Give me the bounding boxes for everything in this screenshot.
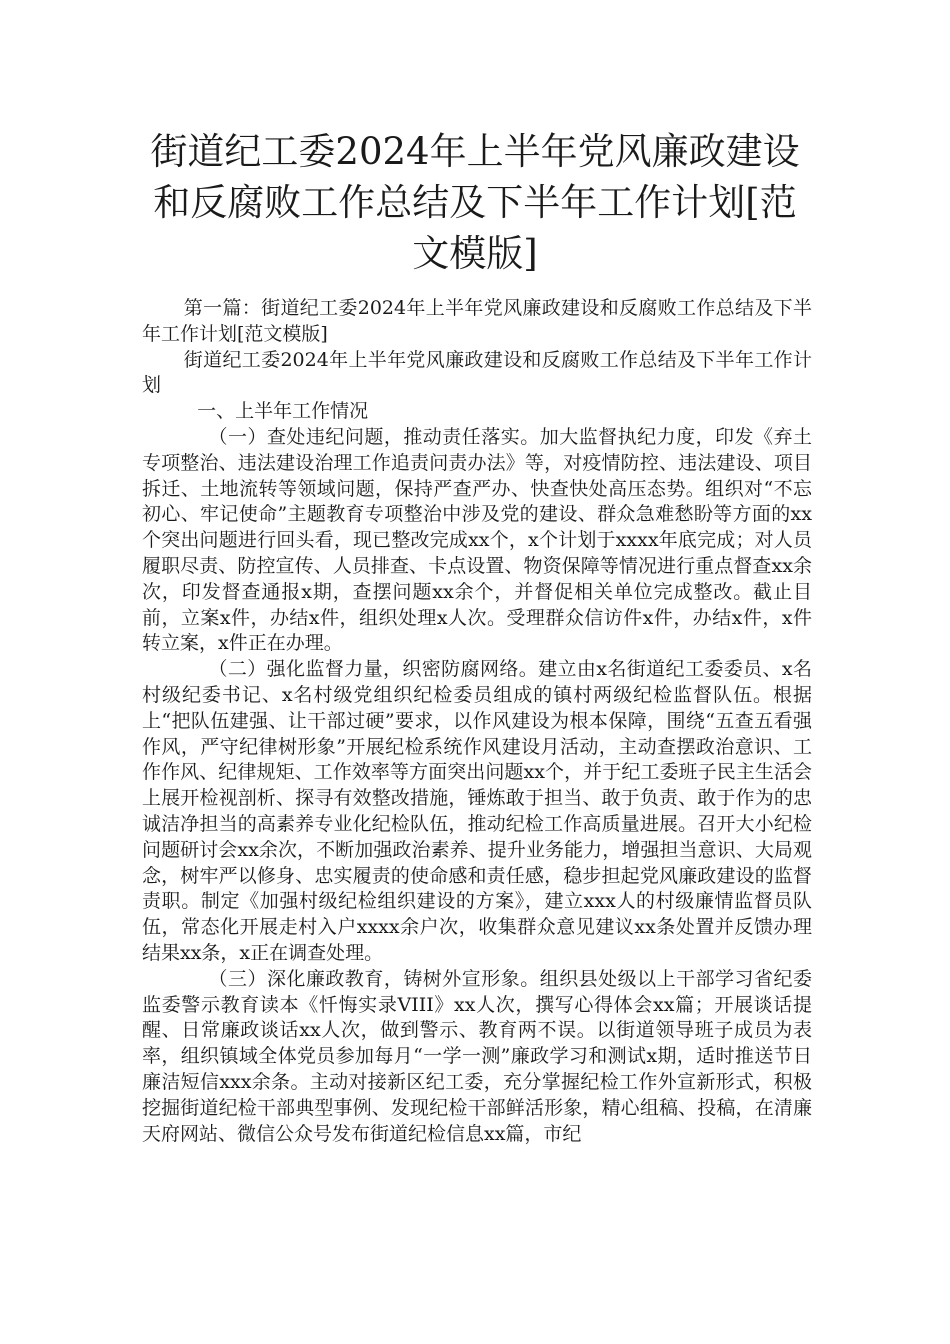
paragraph-3: （三）深化廉政教育，铸树外宣形象。组织县处级以上干部学习省纪委监委警示教育读本《忏悔实录VIII》xx人次，撰写心得体会xx篇；开展谈话提醒、日常廉政谈话xx人次，做到警示、教育两不误。以街道领导班子成员为表率，组织镇域全体党员参加每月“一学一测”廉政学习和测试x期，适时推送节日廉洁短信xxx余条。主动对接新区纪工委，充分掌握纪检工作外宣新形式，积极挖掘街道纪检干部典型事例、发现纪检干部鲜活形象，精心组稿、投稿，在清廉天府网站、微信公众号发布街道纪检信息xx篇，市纪 — [142, 967, 812, 1145]
part-heading: 第一篇：街道纪工委2024年上半年党风廉政建设和反腐败工作总结及下半年工作计划[范文模版] — [142, 297, 812, 345]
document-title: 街道纪工委2024年上半年党风廉政建设和反腐败工作总结及下半年工作计划[范文模版] — [150, 130, 800, 275]
document-body — [142, 296, 812, 1147]
paragraph-1: （一）查处违纪问题，推动责任落实。加大监督执纪力度，印发《弃土专项整治、违法建设治理工作追责问责办法》等，对疫情防控、违法建设、项目拆迁、土地流转等领域问题，保持严查严办、快查快处高压态势。组织对“不忘初心、牢记使命”主题教育专项整治中涉及党的建设、群众急难愁盼等方面的xx个突出问题进行回头看，现已整改完成xx个，x个计划于xxxx年底完成；对人员履职尽责、防控宣传、人员排查、卡点设置、物资保障等情况进行重点督查xx余次，印发督查通报x期，查摆问题xx余个，并督促相关单位完成整改。截止目前，立案x件，办结x件，组织处理x人次。受理群众信访件x件，办结x件，x件转立案，x件正在办理。 — [142, 425, 812, 655]
section-heading: 一、上半年工作情况 — [197, 400, 369, 423]
paragraph-2: （二）强化监督力量，织密防腐网络。建立由x名街道纪工委委员、x名村级纪委书记、x名村级党组织纪检委员组成的镇村两级纪检监督队伍。根据上“把队伍建强、让干部过硬”要求，以作风建设为根本保障，围绕“五查五看强作风，严守纪律树形象”开展纪检系统作风建设月活动，主动查摆政治意识、工作作风、纪律规矩、工作效率等方面突出问题xx个，并于纪工委班子民主生活会上展开检视剖析、探寻有效整改措施，锤炼敢于担当、敢于负责、敢于作为的忠诚洁净担当的高素养专业化纪检队伍，推动纪检工作高质量进展。召开大小纪检问题研讨会xx余次，不断加强政治素养、提升业务能力，增强担当意识、大局观念，树牢严以修身、忠实履责的使命感和责任感，稳步担起党风廉政建设的监督责职。制定《加强村级纪检组织建设的方案》，建立xxx人的村级廉情监督员队伍，常态化开展走村入户xxxx余户次，收集群众意见建议xx条处置并反馈办理结果xx条，x正在调查处理。 — [142, 658, 812, 964]
document-subtitle: 街道纪工委2024年上半年党风廉政建设和反腐败工作总结及下半年工作计划 — [142, 348, 812, 397]
